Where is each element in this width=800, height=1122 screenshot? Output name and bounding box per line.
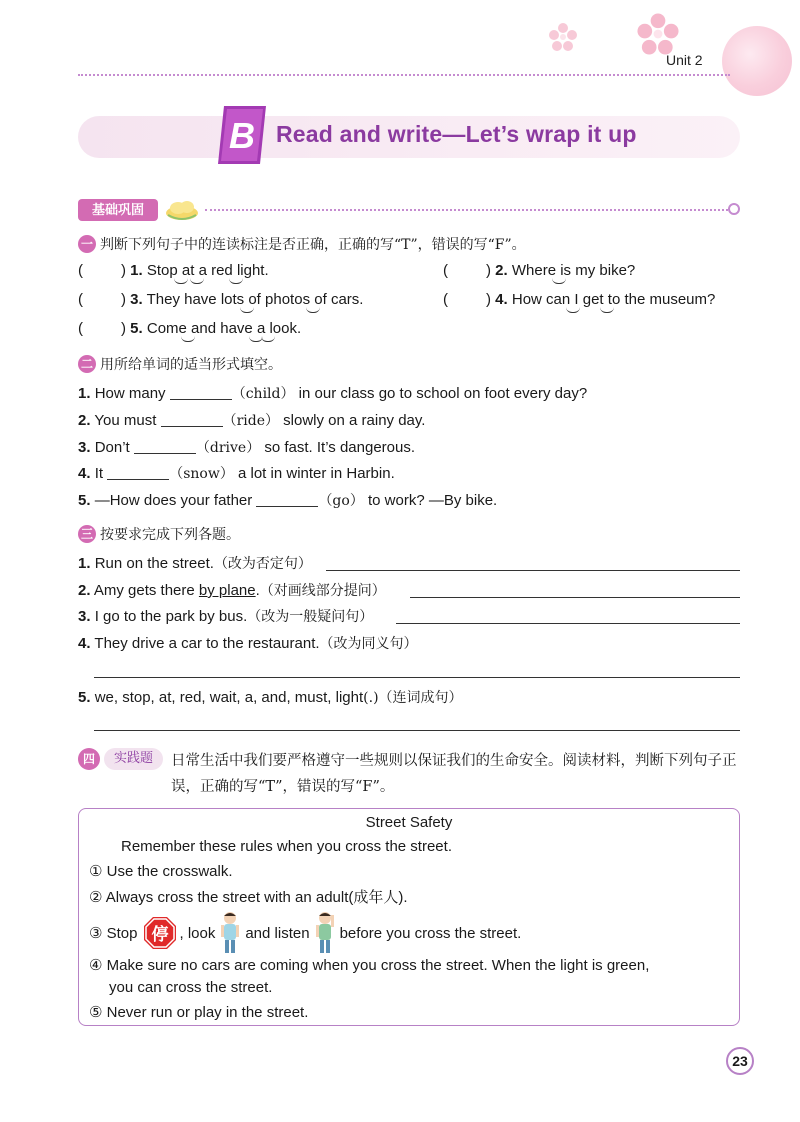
question-instruction: 日常生活中我们要严格遵守一些规则以保证我们的生命安全。阅读材料，判断下列句子正误，正确的写“T”，错误的写“F”。 <box>171 753 737 795</box>
answer-line[interactable] <box>396 623 740 624</box>
passage-intro: Remember these rules when you cross the street. <box>121 838 452 855</box>
letter-badge <box>216 104 268 166</box>
q1-item-1: ( ) 1. Stop at a red light. <box>78 262 269 279</box>
answer-line[interactable] <box>326 570 740 571</box>
badge-letter: B <box>229 115 255 156</box>
rule-5: ⑤ Never run or play in the street. <box>89 1004 309 1021</box>
reading-passage-box <box>78 808 740 1026</box>
question-instruction: 用所给单词的适当形式填空。 <box>100 357 282 373</box>
q2-item-4: 4. It （snow） a lot in winter in Harbin. <box>78 465 395 482</box>
liaison-mark <box>181 336 195 342</box>
liaison-mark <box>240 307 254 313</box>
section-tag: 基础巩固 <box>78 199 158 221</box>
q2-item-2: 2. You must （ride） slowly on a rainy day. <box>78 412 426 429</box>
question-number: 四 <box>78 748 100 770</box>
q2-item-5: 5. —How does your father （go） to work? —By bike. <box>78 492 498 509</box>
section-divider-end <box>728 203 740 215</box>
flower-decoration-icon <box>636 12 680 56</box>
boy-listening-icon <box>314 911 336 955</box>
answer-line[interactable] <box>94 677 740 678</box>
q1-item-2: ( ) 2. Where is my bike? <box>443 262 635 279</box>
page-title: Read and write—Let’s wrap it up <box>276 121 637 147</box>
question-instruction: 判断下列句子中的连读标注是否正确，正确的写“T”，错误的写“F”。 <box>100 237 526 253</box>
fill-blank[interactable] <box>107 466 169 480</box>
q1-item-4: ( ) 4. How can I get to the museum? <box>443 291 715 308</box>
question-1-heading <box>78 234 526 254</box>
rule-4: ④ Make sure no cars are coming when you cross the street. When the light is green, <box>89 957 650 974</box>
question-2-heading <box>78 354 282 374</box>
liaison-mark <box>566 307 580 313</box>
section-divider <box>205 209 728 211</box>
q3-item-5: 5. we, stop, at, red, wait, a, and, must, light(.)（连词成句） <box>78 689 463 706</box>
question-number: 二 <box>78 355 96 373</box>
header-divider <box>78 74 730 76</box>
passage-title: Street Safety <box>365 814 453 831</box>
q1-item-5: ( ) 5. Come and have a look. <box>78 320 301 337</box>
boy-looking-icon <box>219 911 241 955</box>
q2-item-1: 1. How many （child） in our class go to school on foot every day? <box>78 385 588 402</box>
rule-4-continued: you can cross the street. <box>109 979 273 996</box>
liaison-mark <box>261 336 275 342</box>
q3-item-1: 1. Run on the street.（改为否定句） <box>78 555 312 572</box>
fill-blank[interactable] <box>134 440 196 454</box>
q1-item-3: ( ) 3. They have lots of photos of cars. <box>78 291 363 308</box>
question-number: 一 <box>78 235 96 253</box>
flower-decoration-icon <box>548 22 578 52</box>
answer-line[interactable] <box>410 597 740 598</box>
q3-item-3: 3. I go to the park by bus.（改为一般疑问句） <box>78 608 374 625</box>
q3-item-4: 4. They drive a car to the restaurant.（改为同义句） <box>78 635 418 652</box>
liaison-mark <box>552 278 566 284</box>
question-3-heading <box>78 524 240 544</box>
decorative-circle <box>722 26 792 96</box>
question-number: 三 <box>78 525 96 543</box>
stop-sign-icon <box>143 916 177 950</box>
question-instruction: 按要求完成下列各题。 <box>100 527 240 543</box>
liaison-mark <box>306 307 320 313</box>
fill-blank[interactable] <box>170 386 232 400</box>
cloud-decoration-icon <box>162 195 202 223</box>
svg-text:停: 停 <box>151 925 169 945</box>
rule-2: ② Always cross the street with an adult(成年人). <box>89 889 408 906</box>
fill-blank[interactable] <box>161 413 223 427</box>
liaison-mark <box>190 278 204 284</box>
page-number: 23 <box>726 1047 754 1075</box>
practice-tag: 实践题 <box>104 748 163 770</box>
fill-blank[interactable] <box>256 493 318 507</box>
rule-1: ① Use the crosswalk. <box>89 863 233 880</box>
q2-item-3: 3. Don’t （drive） so fast. It’s dangerous. <box>78 439 416 456</box>
liaison-mark <box>229 278 243 284</box>
answer-line[interactable] <box>94 730 740 731</box>
liaison-mark <box>600 307 614 313</box>
rule-3: ③ Stop 停 , look and listen before you cross the street. <box>89 911 521 955</box>
q3-item-2: 2. Amy gets there by plane.（对画线部分提问） <box>78 582 386 599</box>
unit-label: Unit 2 <box>666 52 703 68</box>
underlined-phrase: by plane <box>198 582 256 599</box>
question-4-heading <box>78 748 740 800</box>
